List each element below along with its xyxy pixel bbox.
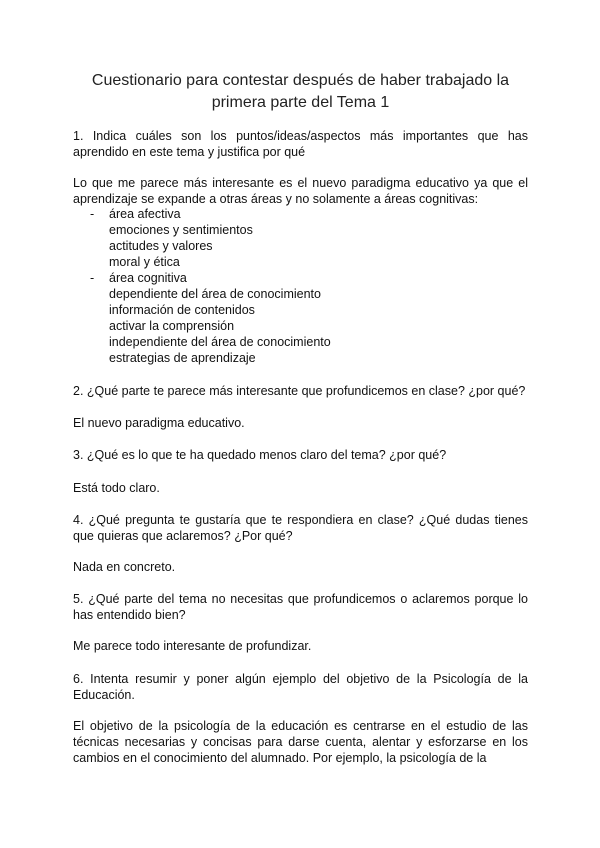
answer-1-intro: Lo que me parece más interesante es el nuevo paradigma educativo ya que el aprendizaje se expande a otras áreas y no solamente a áreas cognitivas:	[73, 176, 528, 206]
answer-2: El nuevo paradigma educativo.	[73, 416, 245, 430]
list-item: moral y ética	[109, 255, 180, 269]
question-3: 3. ¿Qué es lo que te ha quedado menos claro del tema? ¿por qué?	[73, 448, 447, 462]
list-item: activar la comprensión	[109, 319, 235, 333]
list-item: actitudes y valores	[109, 239, 213, 253]
list-item: dependiente del área de conocimiento	[109, 287, 321, 301]
list-group-cognitive	[73, 270, 528, 366]
list-bullet: -	[90, 271, 95, 285]
list-item: emociones y sentimientos	[109, 223, 253, 237]
list-group-affective	[73, 206, 528, 270]
question-6: 6. Intenta resumir y poner algún ejemplo del objetivo de la Psicología de la Educación.	[73, 672, 528, 702]
list-item: estrategias de aprendizaje	[109, 351, 256, 365]
question-1: 1. Indica cuáles son los puntos/ideas/aspectos más importantes que has aprendido en este tema y justifica por qué	[73, 129, 528, 159]
list-item: información de contenidos	[109, 303, 255, 317]
answer-5: Me parece todo interesante de profundizar.	[73, 639, 312, 653]
list-item: independiente del área de conocimiento	[109, 335, 331, 349]
answer-1-list	[73, 206, 528, 366]
list-bullet: -	[90, 207, 95, 221]
list-item: área cognitiva	[109, 271, 187, 285]
document-title: Cuestionario para contestar después de haber trabajado la primera parte del Tema 1	[91, 72, 510, 111]
question-4: 4. ¿Qué pregunta te gustaría que te respondiera en clase? ¿Qué dudas tienes que quieras que aclaremos? ¿Por qué?	[73, 513, 528, 543]
answer-4: Nada en concreto.	[73, 560, 176, 574]
answer-3: Está todo claro.	[73, 481, 160, 495]
list-item: área afectiva	[109, 207, 181, 221]
question-5: 5. ¿Qué parte del tema no necesitas que profundicemos o aclaremos porque lo has entendido bien?	[73, 592, 528, 622]
question-2: 2. ¿Qué parte te parece más interesante que profundicemos en clase? ¿por qué?	[73, 384, 526, 398]
answer-6: El objetivo de la psicología de la educación es centrarse en el estudio de las técnicas necesarias y concisas para darse cuenta, alentar y esforzarse en los cambios en el conocimiento del alumnado. Por ejemplo, la psicología de la	[73, 719, 528, 765]
